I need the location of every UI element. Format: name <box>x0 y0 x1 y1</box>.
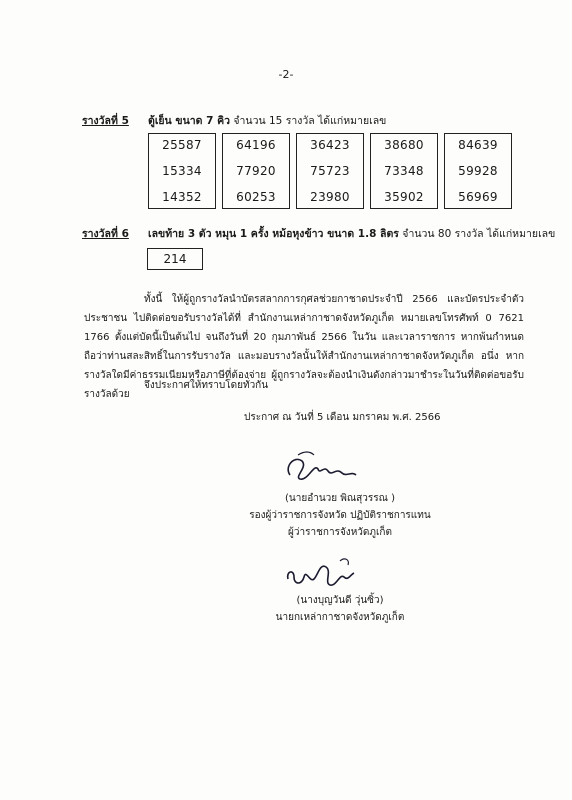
signer1-name: (นายอำนวย พิณสุวรรณ ) <box>284 493 395 504</box>
prize5-number: 77920 <box>236 164 276 178</box>
page-number: -2- <box>278 68 294 81</box>
prize5-heading <box>148 112 386 129</box>
signer2-name: (นางบุญวันดี วุ่นซิ้ว) <box>296 595 384 606</box>
signer2-block <box>220 592 460 626</box>
signer1-title-1: รองผู้ว่าราชการจังหวัด ปฏิบัติราชการแทน <box>249 510 431 521</box>
prize5-number: 38680 <box>384 138 424 152</box>
prize5-number: 15334 <box>162 164 202 178</box>
prize5-label: รางวัลที่ 5 <box>82 115 129 127</box>
signer1-title-2: ผู้ว่าราชการจังหวัดภูเก็ต <box>288 527 392 538</box>
prize6-label: รางวัลที่ 6 <box>82 228 129 240</box>
prize5-number-grid <box>148 133 512 209</box>
announcement-line: จึงประกาศให้ทราบโดยทั่วกัน <box>144 380 269 391</box>
signature-1-image <box>280 447 360 485</box>
prize5-number: 35902 <box>384 190 424 204</box>
prize5-column-3 <box>296 133 364 209</box>
prize5-number: 14352 <box>162 190 202 204</box>
prize5-number: 73348 <box>384 164 424 178</box>
prize5-column-1 <box>148 133 216 209</box>
prize5-heading-bold: ตู้เย็น ขนาด 7 คิว <box>148 115 231 127</box>
prize5-number: 25587 <box>162 138 202 152</box>
prize5-number: 56969 <box>458 190 498 204</box>
prize5-column-2 <box>222 133 290 209</box>
prize6-heading-rest: จำนวน 80 รางวัล ได้แก่หมายเลข <box>398 228 556 240</box>
prize6-heading <box>148 225 555 242</box>
signature-2-image <box>280 555 360 595</box>
prize5-column-4 <box>370 133 438 209</box>
prize6-number: 214 <box>147 248 203 270</box>
prize5-number: 64196 <box>236 138 276 152</box>
prize5-number: 36423 <box>310 138 350 152</box>
date-line: ประกาศ ณ วันที่ 5 เดือน มกราคม พ.ศ. 2566 <box>244 412 441 423</box>
prize5-number: 84639 <box>458 138 498 152</box>
prize5-number: 59928 <box>458 164 498 178</box>
prize5-number: 60253 <box>236 190 276 204</box>
signer1-block <box>220 490 460 541</box>
signer2-title-1: นายกเหล่ากาชาดจังหวัดภูเก็ต <box>275 612 405 623</box>
prize5-number: 23980 <box>310 190 350 204</box>
prize5-heading-rest: จำนวน 15 รางวัล ได้แก่หมายเลข <box>230 115 387 127</box>
instructions-paragraph: ทั้งนี้ ให้ผู้ถูกรางวัลนำบัตรสลากการกุศลช่วยกาชาดประจำปี 2566 และบัตรประจำตัวประชาชน ไปติดต่อขอรับรางวัลได้ที่ สำนักงานเหล่ากาชาดจังหวัดภูเก็ต หมายเลขโทรศัพท์ 0 7621 1766 ตั้งแต่บัดนี้เป็นต้นไป จนถึงวันที่ 20 กุมภาพันธ์ 2566 ในวัน และเวลาราชการ หากพ้นกำหนดถือว่าท่านสละสิทธิ์ในการรับรางวัล และมอบรางวัลนั้นให้สำนักงานเหล่ากาชาดจังหวัดภูเก็ต อนึ่ง หากรางวัลใดมีค่าธรรมเนียมหรือภาษีที่ต้องจ่าย ผู้ถูกรางวัลจะต้องนำเงินดังกล่าวมาชำระในวันที่ติดต่อขอรับรางวัลด้วย <box>84 294 524 400</box>
prize5-number: 75723 <box>310 164 350 178</box>
prize5-column-5 <box>444 133 512 209</box>
prize6-heading-bold: เลขท้าย 3 ตัว หมุน 1 ครั้ง หม้อหุงข้าว ขนาด 1.8 ลิตร <box>148 228 399 240</box>
